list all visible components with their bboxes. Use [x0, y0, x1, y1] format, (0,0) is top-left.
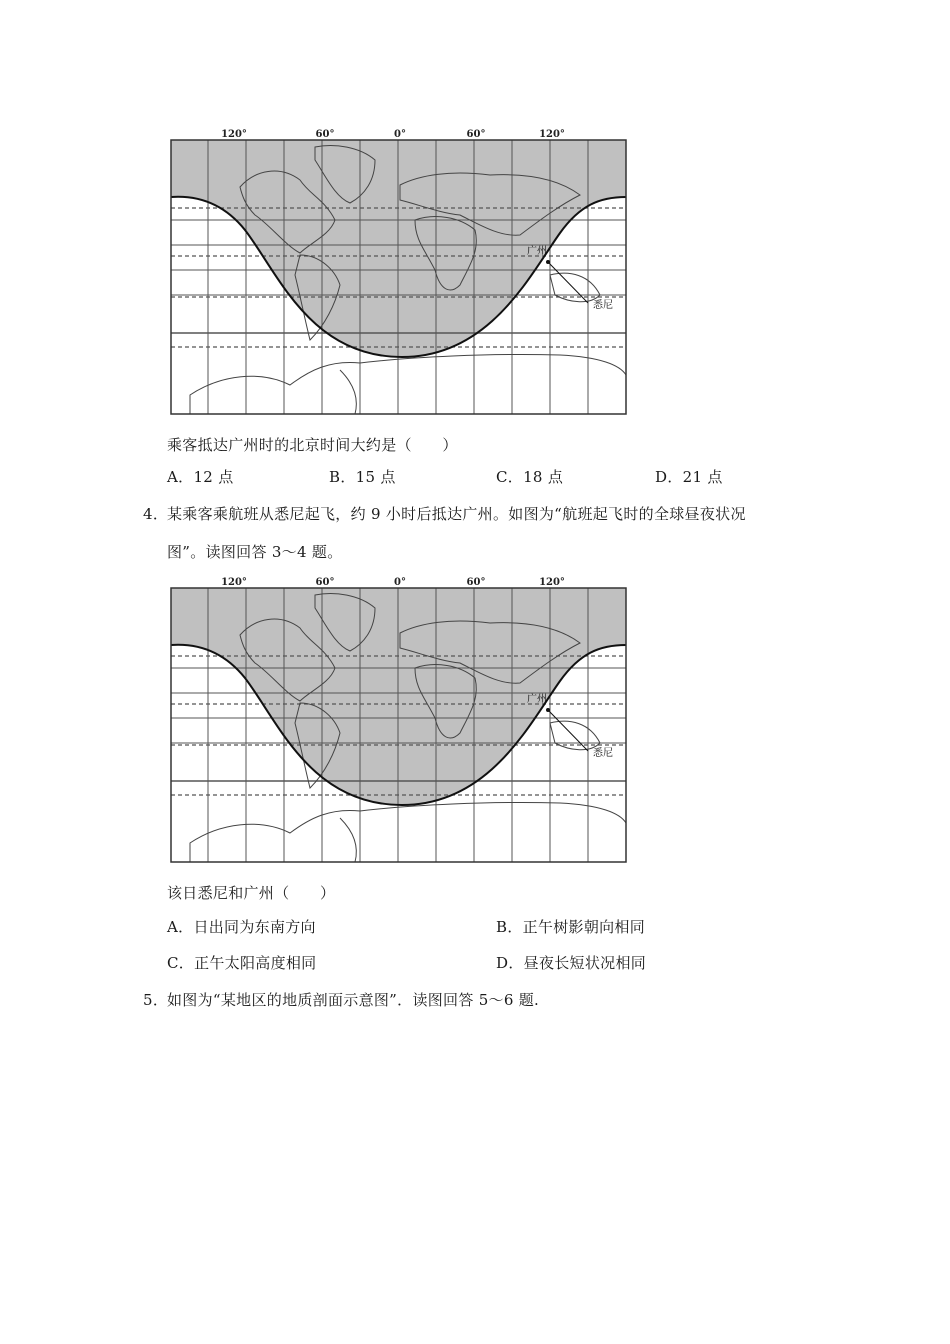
option-letter: B． — [329, 468, 356, 486]
q3-option-c[interactable] — [496, 467, 563, 487]
day-night-map-1 — [160, 125, 630, 415]
q4-option-d[interactable] — [496, 953, 646, 973]
city-label-sydney: 悉尼 — [593, 748, 613, 759]
option-text: 昼夜长短状况相同 — [523, 954, 647, 972]
longitude-label: 60° — [466, 577, 486, 588]
option-letter: C． — [167, 954, 195, 972]
longitude-label: 60° — [315, 577, 335, 588]
q3-option-a[interactable] — [167, 467, 234, 487]
option-text: 正午树影朝向相同 — [522, 918, 646, 936]
city-label-guangzhou: 广州 — [527, 694, 547, 705]
city-label-sydney: 悉尼 — [593, 300, 613, 311]
option-letter: A． — [167, 468, 194, 486]
longitude-label: 60° — [466, 129, 486, 140]
day-night-map-2 — [160, 573, 630, 863]
q4-option-a[interactable] — [167, 917, 316, 937]
q3-option-d[interactable] — [655, 467, 723, 487]
q4-intro-line2: 图”。读图回答 3～4 题。 — [167, 543, 343, 561]
q4-stem: 该日悉尼和广州（ ） — [167, 884, 336, 902]
option-letter: C． — [496, 468, 524, 486]
longitude-label: 0° — [394, 577, 406, 588]
option-letter: D． — [655, 468, 683, 486]
q4-intro-line1: 某乘客乘航班从悉尼起飞，约 9 小时后抵达广州。如图为“航班起飞时的全球昼夜状况 — [167, 505, 746, 523]
longitude-label: 120° — [221, 129, 247, 140]
q4-option-b[interactable] — [496, 917, 645, 937]
option-letter: B． — [496, 918, 523, 936]
longitude-label: 120° — [539, 577, 565, 588]
q5-number: 5． — [143, 991, 169, 1009]
city-label-guangzhou: 广州 — [527, 246, 547, 257]
q4-number: 4． — [143, 505, 169, 523]
q3-option-b[interactable] — [329, 467, 396, 487]
option-letter: A． — [167, 918, 194, 936]
option-text: 日出同为东南方向 — [193, 918, 316, 936]
longitude-label: 120° — [539, 129, 565, 140]
option-letter: D． — [496, 954, 524, 972]
option-text: 21 点 — [682, 468, 723, 486]
longitude-label: 120° — [221, 577, 247, 588]
option-text: 12 点 — [193, 468, 234, 486]
q3-stem: 乘客抵达广州时的北京时间大约是（ ） — [167, 436, 458, 454]
longitude-label: 60° — [315, 129, 335, 140]
q5-text: 如图为“某地区的地质剖面示意图”．读图回答 5～6 题. — [167, 991, 540, 1009]
longitude-label: 0° — [394, 129, 406, 140]
option-text: 15 点 — [355, 468, 396, 486]
option-text: 正午太阳高度相同 — [194, 954, 317, 972]
q4-option-c[interactable] — [167, 953, 316, 973]
option-text: 18 点 — [523, 468, 564, 486]
